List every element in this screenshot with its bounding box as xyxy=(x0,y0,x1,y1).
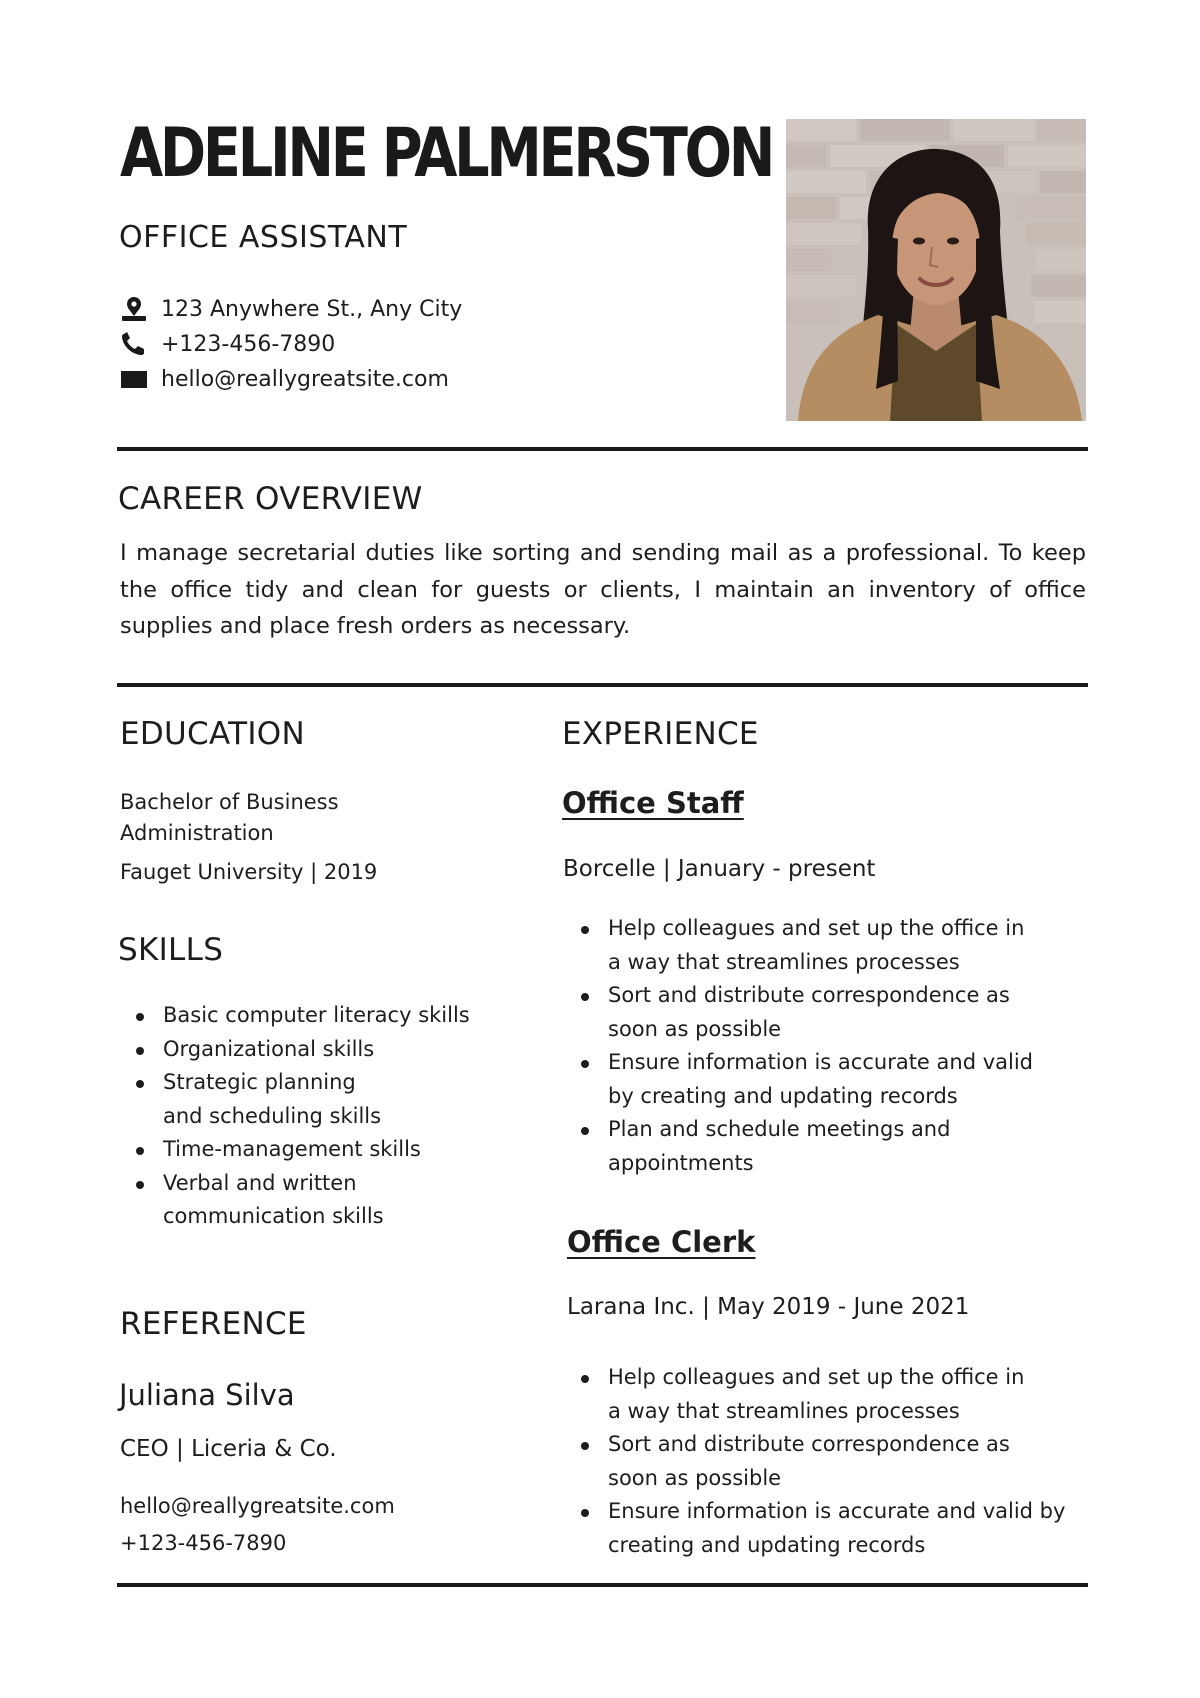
degree-line-1: Bachelor of Business xyxy=(120,790,339,814)
email-text: hello@reallygreatsite.com xyxy=(161,366,449,392)
list-item: Ensure information is accurate and valid by creating and updating records xyxy=(565,1046,1048,1113)
phone-text: +123-456-7890 xyxy=(161,331,336,357)
reference-heading: REFERENCE xyxy=(120,1306,307,1342)
email-icon xyxy=(119,366,149,392)
reference-email: hello@reallygreatsite.com xyxy=(120,1494,395,1518)
list-item: Time-management skills xyxy=(120,1133,490,1167)
contact-address xyxy=(119,296,462,322)
list-item: Help colleagues and set up the office in a way that streamlines processes xyxy=(565,1361,1038,1428)
degree-line-2: Administration xyxy=(120,821,274,845)
reference-role: CEO | Liceria & Co. xyxy=(120,1436,337,1462)
job-bullets xyxy=(565,912,1065,1180)
job-title-office-clerk: Office Clerk xyxy=(567,1225,756,1259)
skills-heading: SKILLS xyxy=(118,932,224,968)
list-item: Plan and schedule meetings and appointments xyxy=(565,1113,1028,1180)
list-item: Ensure information is accurate and valid by creating and updating records xyxy=(565,1495,1108,1562)
divider xyxy=(117,1583,1088,1587)
divider xyxy=(117,447,1088,451)
job-title-office-staff: Office Staff xyxy=(562,786,744,820)
job-bullets xyxy=(565,1361,1085,1562)
reference-phone: +123-456-7890 xyxy=(120,1531,287,1555)
overview-heading: CAREER OVERVIEW xyxy=(118,481,423,517)
reference-name: Juliana Silva xyxy=(119,1378,295,1412)
job-title: OFFICE ASSISTANT xyxy=(119,220,408,255)
profile-photo xyxy=(786,119,1086,421)
phone-icon xyxy=(119,331,149,357)
education-heading: EDUCATION xyxy=(120,716,305,752)
job-meta: Larana Inc. | May 2019 - June 2021 xyxy=(567,1294,970,1320)
list-item: Sort and distribute correspondence as soon as possible xyxy=(565,1428,1028,1495)
address-text: 123 Anywhere St., Any City xyxy=(161,296,463,322)
contact-phone xyxy=(119,331,335,357)
overview-text: I manage secretarial duties like sorting and sending mail as a professional. To keep the office tidy and clean for guests or clients, I maintain an inventory of office supplies and place fresh orders as necessary. xyxy=(120,540,1086,639)
school-text: Fauget University | 2019 xyxy=(120,860,378,884)
experience-heading: EXPERIENCE xyxy=(562,716,759,752)
candidate-name: ADELINE PALMERSTON xyxy=(120,114,773,193)
list-item: Help colleagues and set up the office in a way that streamlines processes xyxy=(565,912,1038,979)
skills-list xyxy=(120,999,490,1234)
location-pin-icon xyxy=(119,296,149,322)
contact-email xyxy=(119,366,449,392)
list-item: Basic computer literacy skills xyxy=(120,999,490,1033)
list-item: Organizational skills xyxy=(120,1033,490,1067)
divider xyxy=(117,683,1088,687)
list-item: Sort and distribute correspondence as soon as possible xyxy=(565,979,1028,1046)
list-item: Strategic planning and scheduling skills xyxy=(120,1066,393,1133)
list-item: Verbal and written communication skills xyxy=(120,1167,393,1234)
job-meta: Borcelle | January - present xyxy=(563,856,876,882)
